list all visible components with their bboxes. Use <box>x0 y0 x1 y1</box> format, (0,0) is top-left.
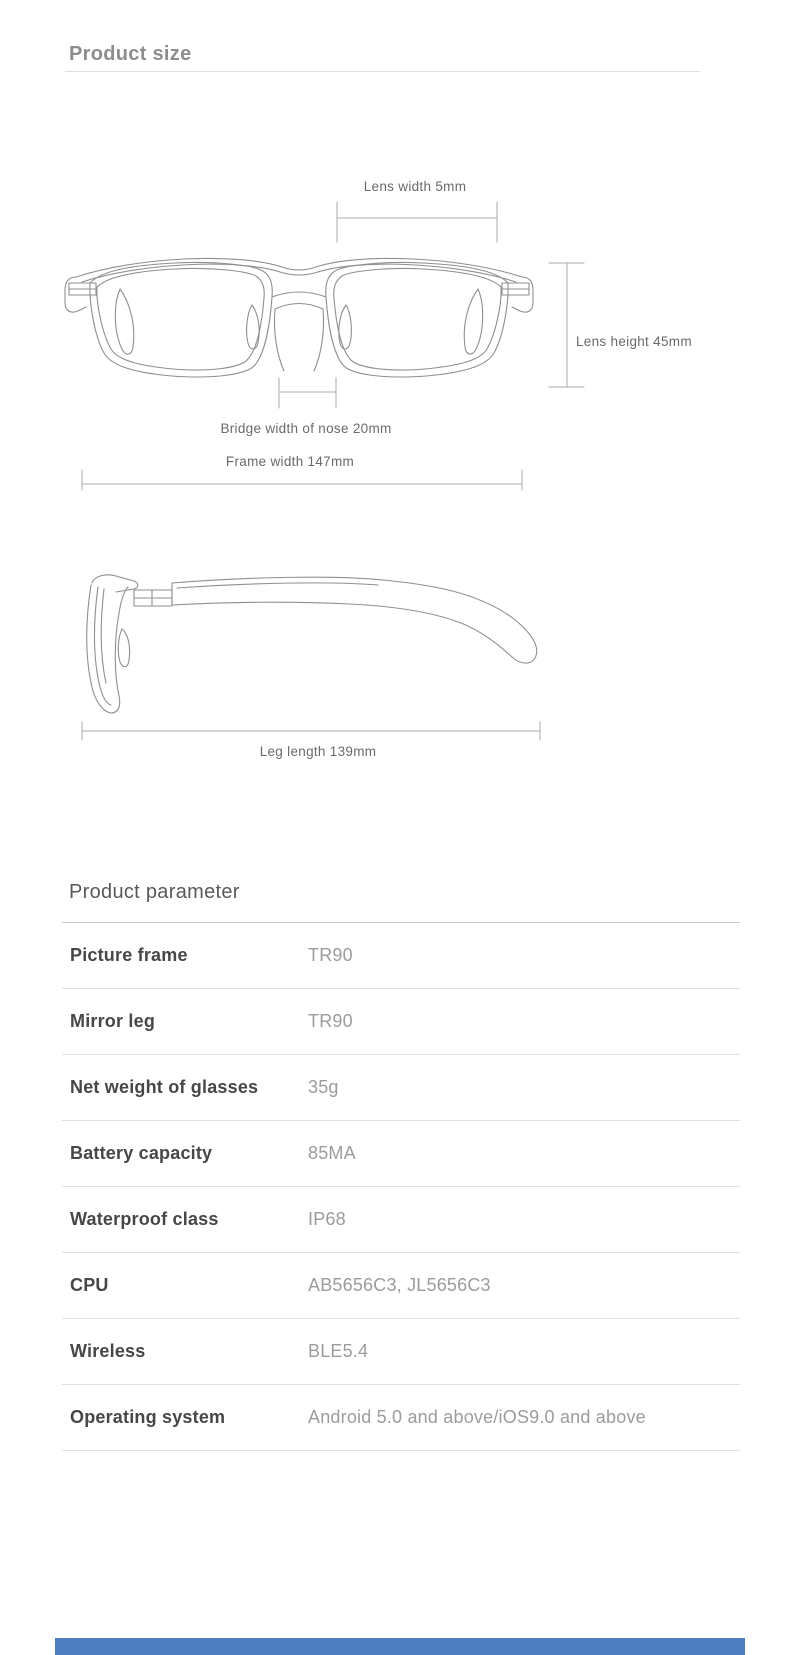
dim-label-bridge-width: Bridge width of nose 20mm <box>220 421 392 436</box>
dim-label-lens-height: Lens height 45mm <box>576 334 692 349</box>
section-title-product-parameter: Product parameter <box>69 881 240 903</box>
dim-label-frame-width: Frame width 147mm <box>225 454 355 469</box>
param-value: AB5656C3, JL5656C3 <box>308 1275 491 1295</box>
dim-label-lens-width: Lens width 5mm <box>363 179 467 194</box>
divider <box>65 71 700 72</box>
bottom-banner-partial <box>55 1638 745 1655</box>
table-row <box>62 923 740 989</box>
param-value: IP68 <box>308 1209 346 1229</box>
parameter-table <box>62 922 740 1451</box>
table-row <box>62 1385 740 1451</box>
param-label: Waterproof class <box>70 1209 219 1229</box>
dim-line-lens-width <box>330 195 505 250</box>
table-row <box>62 1055 740 1121</box>
glasses-side-view-drawing <box>78 533 553 718</box>
dim-line-lens-height <box>545 255 590 395</box>
dim-line-leg-length <box>75 715 550 745</box>
param-label: Wireless <box>70 1341 146 1361</box>
table-row <box>62 989 740 1055</box>
table-row <box>62 1121 740 1187</box>
table-row <box>62 1319 740 1385</box>
dim-label-leg-length: Leg length 139mm <box>259 744 377 759</box>
param-value: TR90 <box>308 945 353 965</box>
param-label: CPU <box>70 1275 109 1295</box>
param-value: 35g <box>308 1077 339 1097</box>
param-label: Picture frame <box>70 945 188 965</box>
param-value: Android 5.0 and above/iOS9.0 and above <box>308 1407 646 1427</box>
table-row <box>62 1253 740 1319</box>
param-label: Mirror leg <box>70 1011 156 1031</box>
param-value: TR90 <box>308 1011 353 1031</box>
param-value: BLE5.4 <box>308 1341 369 1361</box>
glasses-front-view-drawing <box>60 243 538 393</box>
param-label: Operating system <box>70 1407 226 1427</box>
section-title-product-size: Product size <box>69 43 192 65</box>
table-row <box>62 1187 740 1253</box>
param-label: Battery capacity <box>70 1143 213 1163</box>
param-value: 85MA <box>308 1143 356 1163</box>
dim-line-frame-width <box>75 465 530 495</box>
param-label: Net weight of glasses <box>70 1077 259 1097</box>
